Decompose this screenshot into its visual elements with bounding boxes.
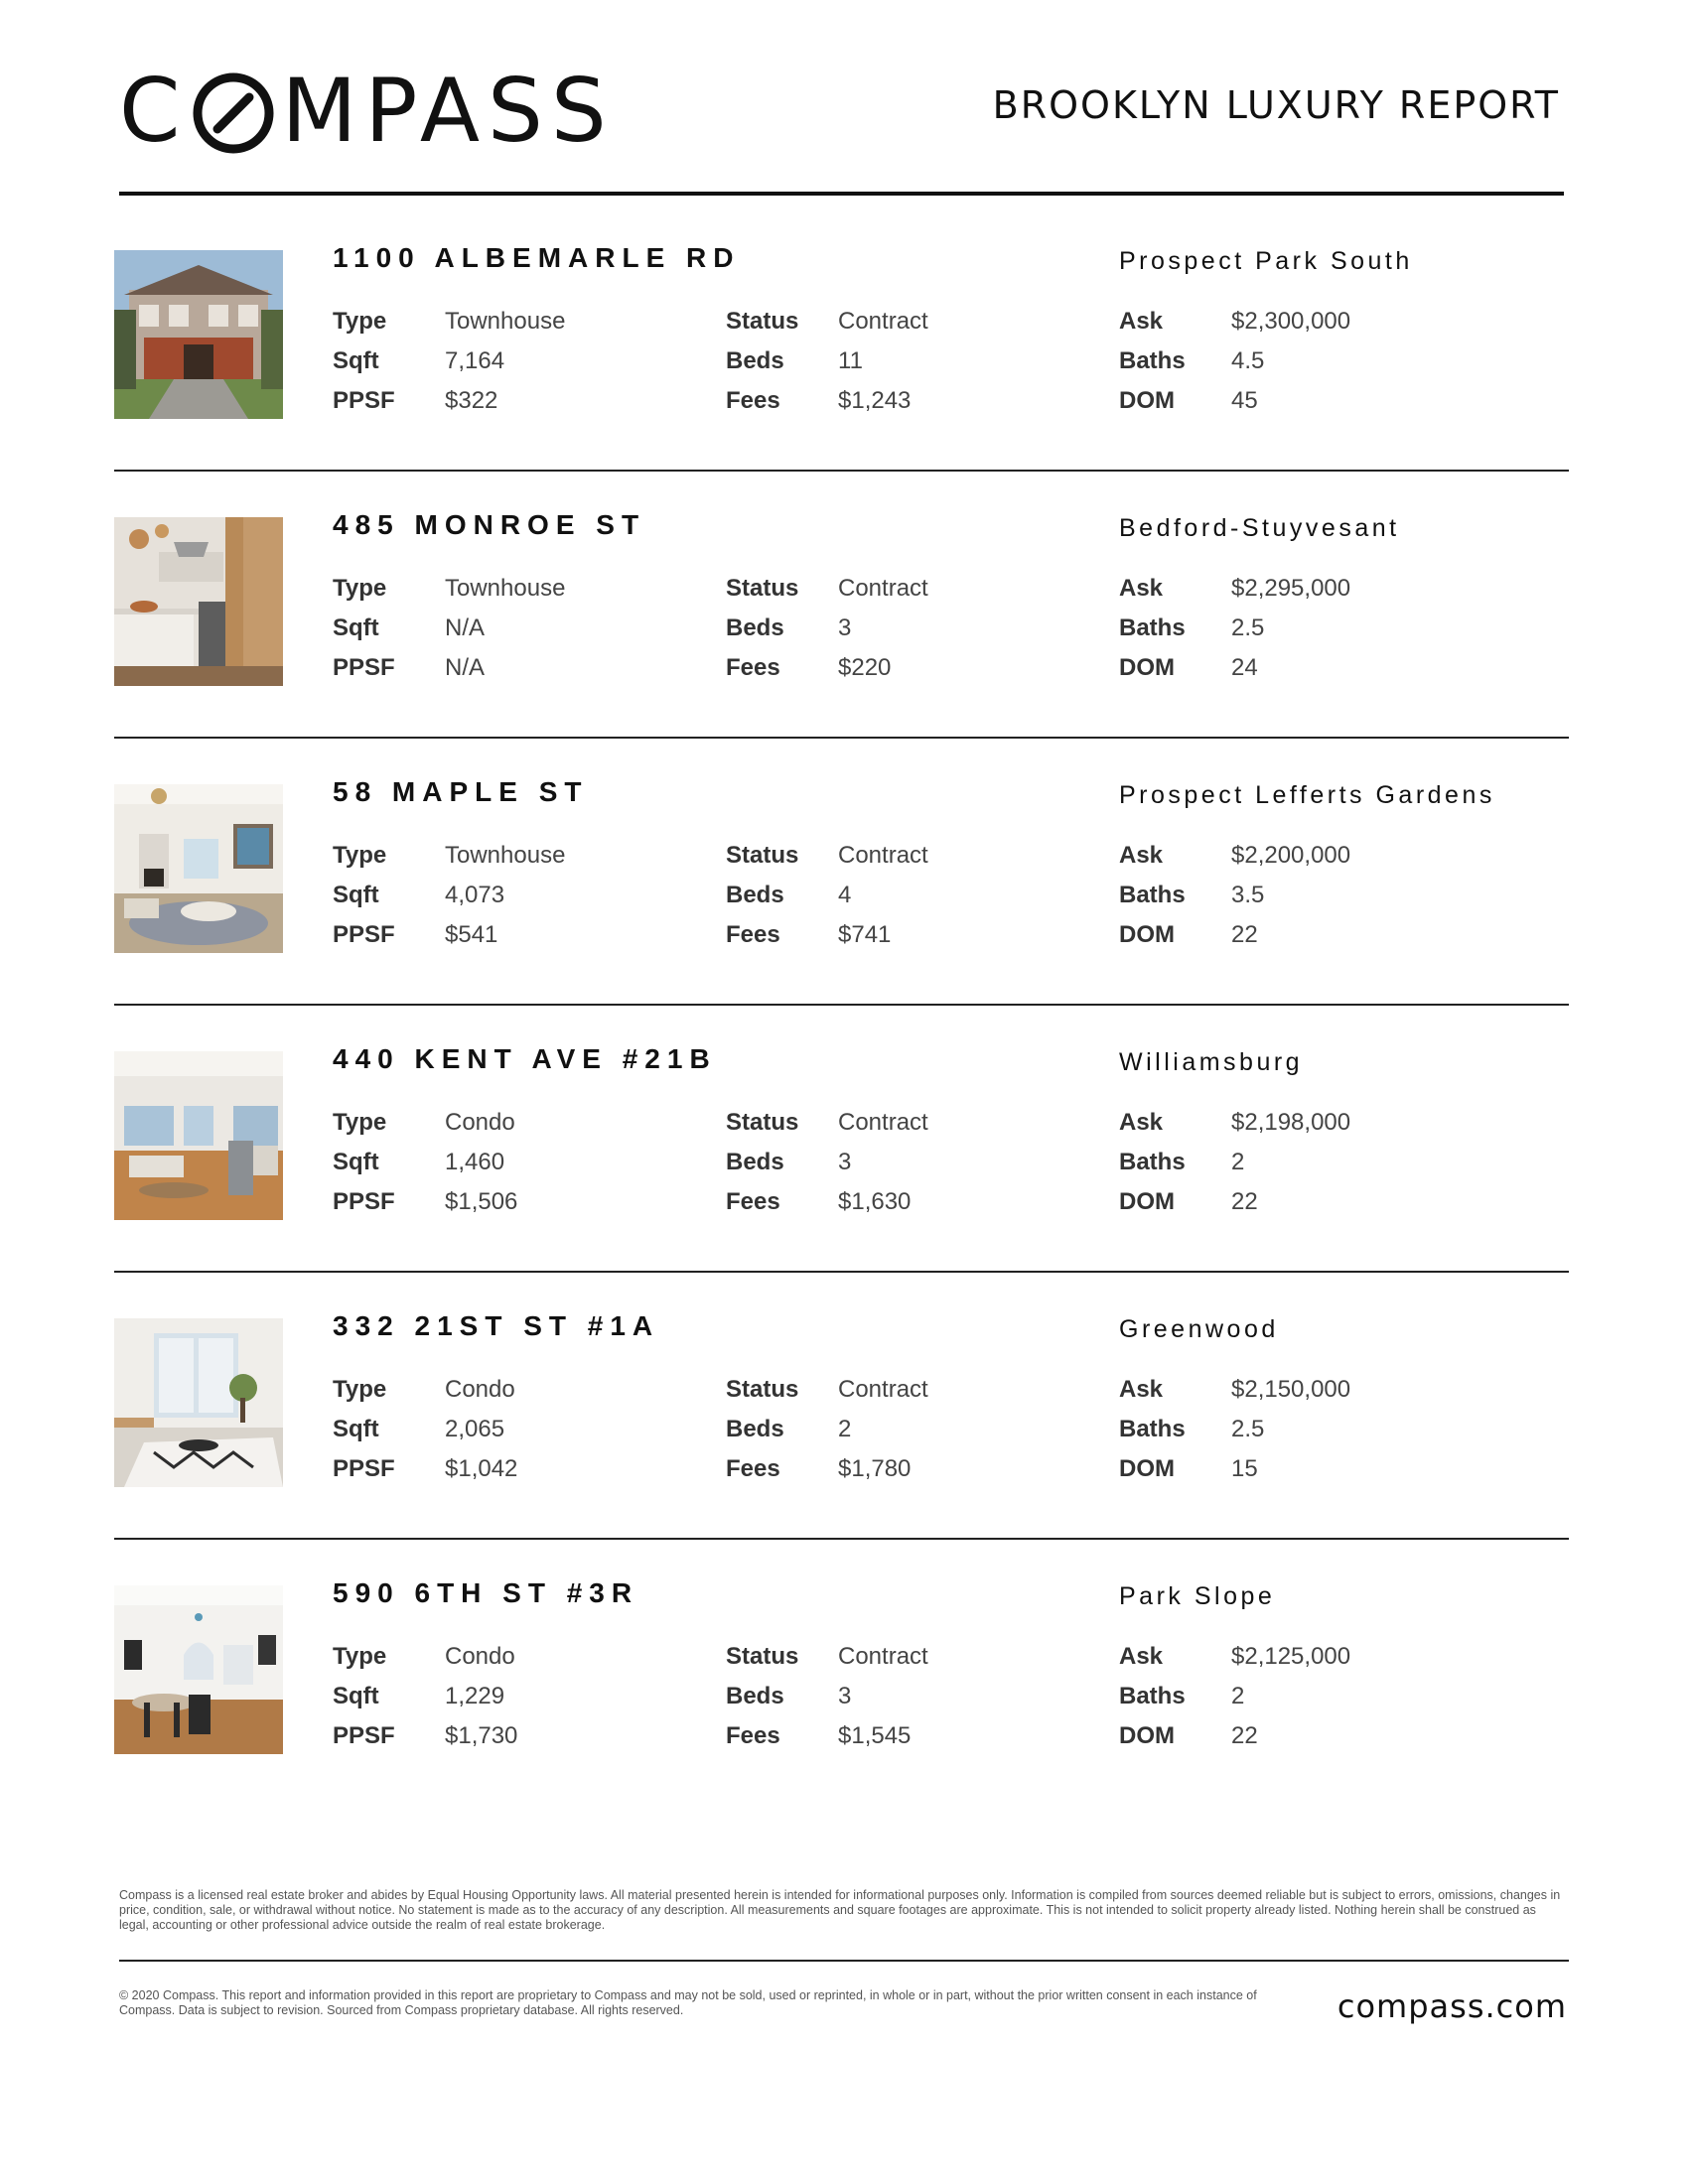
- field-label-ask: Ask: [1119, 1109, 1164, 1136]
- field-label-status: Status: [726, 308, 799, 335]
- listing-address: 440 KENT AVE #21B: [333, 1043, 717, 1074]
- field-label-fees: Fees: [726, 387, 780, 414]
- field-value-ask: $2,295,000: [1231, 575, 1351, 602]
- listing-row: [114, 242, 1569, 518]
- field-label-ask: Ask: [1119, 1376, 1164, 1403]
- field-label-sqft: Sqft: [333, 614, 379, 641]
- field-value-status: Contract: [838, 308, 928, 335]
- field-value-sqft: 2,065: [445, 1416, 505, 1442]
- field-value-status: Contract: [838, 575, 928, 602]
- logo-letters-mpass: MPASS: [281, 60, 615, 162]
- field-value-baths: 3.5: [1231, 882, 1265, 908]
- field-value-status: Contract: [838, 1376, 928, 1403]
- field-label-type: Type: [333, 1643, 387, 1670]
- listing-row: [114, 1310, 1569, 1586]
- field-value-dom: 24: [1231, 654, 1258, 681]
- field-value-ppsf: N/A: [445, 654, 486, 681]
- listing-neighborhood: Park Slope: [1119, 1582, 1276, 1610]
- listing-address: 485 MONROE ST: [333, 509, 646, 540]
- field-value-beds: 3: [838, 1683, 852, 1709]
- field-value-baths: 4.5: [1231, 347, 1265, 374]
- field-value-status: Contract: [838, 842, 928, 869]
- listing-divider: [114, 1004, 1569, 1006]
- field-label-status: Status: [726, 1109, 799, 1136]
- field-label-beds: Beds: [726, 347, 784, 374]
- listing-divider: [114, 470, 1569, 472]
- field-value-dom: 22: [1231, 1188, 1258, 1215]
- field-value-ask: $2,200,000: [1231, 842, 1351, 869]
- listing-row: [114, 1043, 1569, 1319]
- website-link[interactable]: compass.com: [1336, 1987, 1567, 2025]
- field-label-type: Type: [333, 842, 387, 869]
- field-label-dom: DOM: [1119, 654, 1175, 681]
- field-value-dom: 15: [1231, 1455, 1258, 1482]
- field-label-beds: Beds: [726, 614, 784, 641]
- listing-photo: [114, 517, 283, 686]
- listing-address: 332 21ST ST #1A: [333, 1310, 660, 1341]
- field-label-status: Status: [726, 1376, 799, 1403]
- field-value-baths: 2: [1231, 1149, 1245, 1175]
- field-label-type: Type: [333, 1109, 387, 1136]
- field-label-fees: Fees: [726, 654, 780, 681]
- field-label-baths: Baths: [1119, 1149, 1186, 1175]
- field-value-sqft: 7,164: [445, 347, 505, 374]
- header-divider: [119, 192, 1564, 196]
- field-label-sqft: Sqft: [333, 882, 379, 908]
- field-label-ppsf: PPSF: [333, 1455, 395, 1482]
- field-label-dom: DOM: [1119, 1722, 1175, 1749]
- field-value-type: Condo: [445, 1109, 515, 1136]
- field-value-beds: 3: [838, 614, 852, 641]
- field-label-dom: DOM: [1119, 921, 1175, 948]
- field-label-ask: Ask: [1119, 575, 1164, 602]
- field-value-status: Contract: [838, 1109, 928, 1136]
- field-value-fees: $1,545: [838, 1722, 912, 1749]
- field-label-sqft: Sqft: [333, 347, 379, 374]
- listing-neighborhood: Prospect Lefferts Gardens: [1119, 781, 1495, 809]
- field-label-baths: Baths: [1119, 1416, 1186, 1442]
- field-value-fees: $1,630: [838, 1188, 912, 1215]
- field-label-ask: Ask: [1119, 1643, 1164, 1670]
- field-label-sqft: Sqft: [333, 1683, 379, 1709]
- field-value-fees: $220: [838, 654, 892, 681]
- field-value-status: Contract: [838, 1643, 928, 1670]
- field-value-dom: 22: [1231, 921, 1258, 948]
- field-label-ppsf: PPSF: [333, 654, 395, 681]
- field-label-baths: Baths: [1119, 347, 1186, 374]
- listing-divider: [114, 1271, 1569, 1273]
- field-value-fees: $1,243: [838, 387, 912, 414]
- listing-neighborhood: Bedford-Stuyvesant: [1119, 514, 1400, 542]
- field-label-ppsf: PPSF: [333, 921, 395, 948]
- field-label-dom: DOM: [1119, 387, 1175, 414]
- field-label-type: Type: [333, 1376, 387, 1403]
- field-value-baths: 2.5: [1231, 614, 1265, 641]
- field-label-fees: Fees: [726, 1455, 780, 1482]
- field-value-ppsf: $322: [445, 387, 498, 414]
- copyright-notice: © 2020 Compass. This report and information provided in this report are proprietary to Compass and may not be sold, used or reprinted, in whole or in part, without the prior written consent in each instance of Compass. Data is subject to revision. Sourced from Compass proprietary database. All rights reserved.: [119, 1988, 1257, 2017]
- field-value-beds: 4: [838, 882, 852, 908]
- field-value-ask: $2,300,000: [1231, 308, 1351, 335]
- field-label-beds: Beds: [726, 1683, 784, 1709]
- field-value-type: Condo: [445, 1643, 515, 1670]
- field-value-ppsf: $1,730: [445, 1722, 518, 1749]
- field-label-beds: Beds: [726, 882, 784, 908]
- field-value-type: Townhouse: [445, 575, 566, 602]
- field-label-type: Type: [333, 575, 387, 602]
- field-value-sqft: 1,229: [445, 1683, 505, 1709]
- listing-photo: [114, 250, 283, 419]
- listing-photo: [114, 784, 283, 953]
- listing-photo: [114, 1585, 283, 1754]
- field-value-beds: 11: [838, 347, 863, 374]
- field-value-beds: 3: [838, 1149, 852, 1175]
- field-label-sqft: Sqft: [333, 1416, 379, 1442]
- listing-photo: [114, 1051, 283, 1220]
- field-value-fees: $1,780: [838, 1455, 912, 1482]
- field-value-ask: $2,150,000: [1231, 1376, 1351, 1403]
- field-value-baths: 2.5: [1231, 1416, 1265, 1442]
- field-value-type: Townhouse: [445, 308, 566, 335]
- field-value-dom: 22: [1231, 1722, 1258, 1749]
- field-label-beds: Beds: [726, 1149, 784, 1175]
- field-label-fees: Fees: [726, 1722, 780, 1749]
- field-value-fees: $741: [838, 921, 892, 948]
- field-label-status: Status: [726, 575, 799, 602]
- field-value-ppsf: $1,042: [445, 1455, 518, 1482]
- field-label-baths: Baths: [1119, 882, 1186, 908]
- field-label-ask: Ask: [1119, 308, 1164, 335]
- listing-address: 58 MAPLE ST: [333, 776, 589, 807]
- field-label-ppsf: PPSF: [333, 1188, 395, 1215]
- field-value-dom: 45: [1231, 387, 1258, 414]
- listing-address: 1100 ALBEMARLE RD: [333, 242, 741, 273]
- field-value-type: Townhouse: [445, 842, 566, 869]
- field-label-ask: Ask: [1119, 842, 1164, 869]
- report-title: BROOKLYN LUXURY REPORT: [992, 83, 1560, 127]
- field-value-ppsf: $1,506: [445, 1188, 518, 1215]
- footer-divider: [119, 1960, 1569, 1962]
- logo-letter-c: C: [119, 60, 189, 162]
- field-label-dom: DOM: [1119, 1455, 1175, 1482]
- field-value-beds: 2: [838, 1416, 852, 1442]
- field-label-beds: Beds: [726, 1416, 784, 1442]
- field-label-status: Status: [726, 1643, 799, 1670]
- field-label-type: Type: [333, 308, 387, 335]
- field-value-baths: 2: [1231, 1683, 1245, 1709]
- listing-photo: [114, 1318, 283, 1487]
- listing-neighborhood: Greenwood: [1119, 1315, 1279, 1343]
- listing-divider: [114, 737, 1569, 739]
- legal-disclaimer: Compass is a licensed real estate broker and abides by Equal Housing Opportunity laws. All material presented herein is intended for informational purposes only. Information is compiled from sources deemed reliable but is subject to errors, omissions, changes in price, condition, sale, or withdrawal without notice. No statement is made as to the accuracy of any description. All measurements and square footages are approximate. This is not intended to solicit property already listed. Nothing herein shall be construed as legal, accounting or other professional advice outside the realm of real estate brokerage.: [119, 1888, 1561, 1932]
- field-value-sqft: 1,460: [445, 1149, 505, 1175]
- field-label-fees: Fees: [726, 921, 780, 948]
- compass-logo-o-icon: [192, 71, 275, 155]
- listing-divider: [114, 1538, 1569, 1540]
- listing-row: [114, 1577, 1569, 1853]
- listing-neighborhood: Williamsburg: [1119, 1048, 1304, 1076]
- field-label-baths: Baths: [1119, 614, 1186, 641]
- field-label-baths: Baths: [1119, 1683, 1186, 1709]
- field-label-ppsf: PPSF: [333, 1722, 395, 1749]
- field-value-sqft: 4,073: [445, 882, 505, 908]
- field-value-ppsf: $541: [445, 921, 498, 948]
- field-label-dom: DOM: [1119, 1188, 1175, 1215]
- listing-row: [114, 509, 1569, 785]
- field-label-status: Status: [726, 842, 799, 869]
- field-label-sqft: Sqft: [333, 1149, 379, 1175]
- field-label-ppsf: PPSF: [333, 387, 395, 414]
- listing-neighborhood: Prospect Park South: [1119, 247, 1413, 275]
- compass-logo: [119, 60, 615, 162]
- field-value-sqft: N/A: [445, 614, 486, 641]
- field-value-ask: $2,125,000: [1231, 1643, 1351, 1670]
- field-value-ask: $2,198,000: [1231, 1109, 1351, 1136]
- field-value-type: Condo: [445, 1376, 515, 1403]
- listing-row: [114, 776, 1569, 1052]
- listing-address: 590 6TH ST #3R: [333, 1577, 639, 1608]
- field-label-fees: Fees: [726, 1188, 780, 1215]
